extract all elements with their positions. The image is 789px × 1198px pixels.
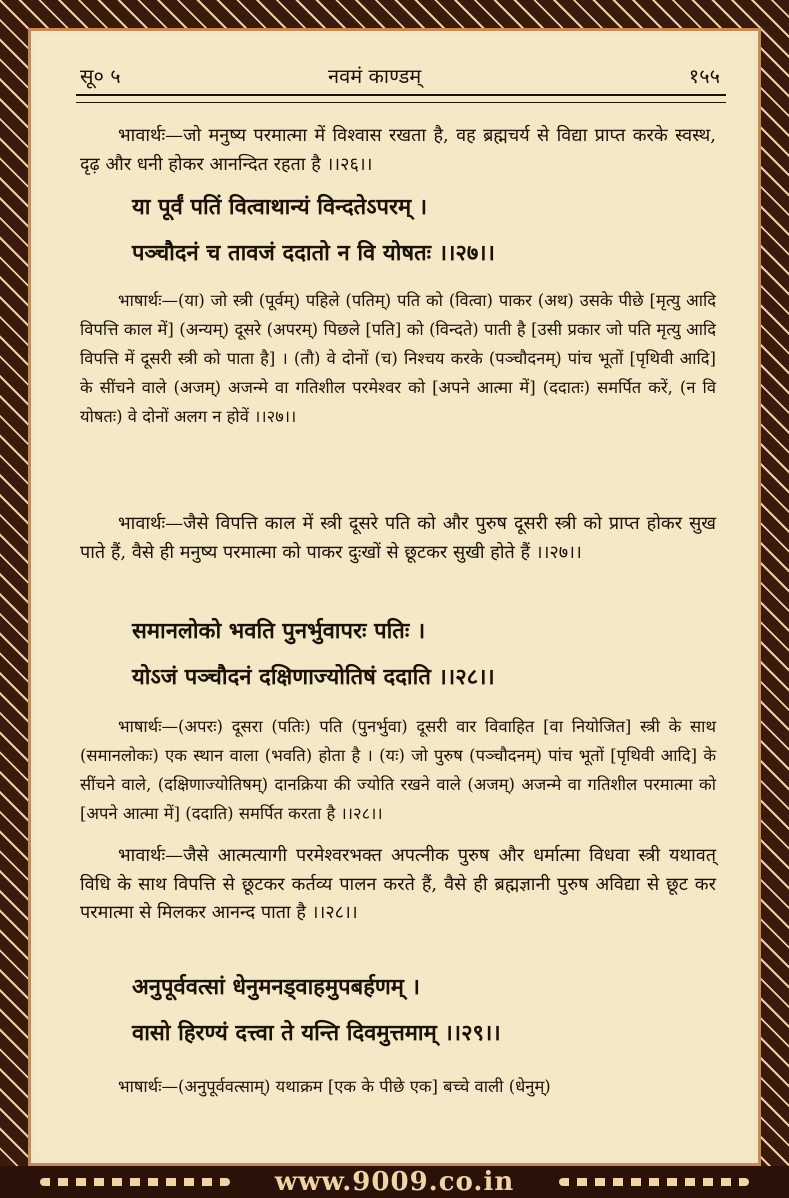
- bhashartha-28: भाषार्थः—(अपरः) दूसरा (पतिः) पति (पुनर्भुवा) दूसरी वार विवाहित [वा नियोजित] स्त्री के साथ (समानलोकः) एक स्थान वाला (भवति) होता है । (यः) जो पुरुष (पञ्चौदनम्) पांच भूतों [पृथिवी आदि] के सींचने वाले, (दक्षिणाज्योतिषम्) दानक्रिया की ज्योति रखने वाले (अजम्) अजन्मे वा गतिशील परमात्मा को [अपने आत्मा में] (ददाति) समर्पित करता है ।।२८।।: [80, 717, 716, 823]
- bhavartha-27: भावार्थः—जैसे विपत्ति काल में स्त्री दूसरे पति को और पुरुष दूसरी स्त्री को प्राप्त होकर सुख पाते हैं, वैसे ही मनुष्य परमात्मा को पाकर दुःखों से छूटकर सुखी होते हैं ।।२७।।: [80, 513, 716, 563]
- book-page: [36, 36, 753, 1158]
- bhashartha-27: भाषार्थः—(या) जो स्त्री (पूर्वम्) पहिले (पतिम्) पति को (वित्वा) पाकर (अथ) उसके पीछे [मृत्यु आदि विपत्ति काल में] (अन्यम्) दूसरे (अपरम्) पिछले [पति] को (विन्दते) पाती है [उसी प्रकार जो पति मृत्यु आदि विपत्ति में दूसरी स्त्री को पाता है] । (तौ) वे दोनों (च) निश्चय करके (पञ्चौदनम्) पांच भूतों [पृथिवी आदि] के सींचने वाले (अजम्) अजन्मे वा गतिशील परमेश्वर को [अपने आत्मा में] (ददातः) समर्पित करें, (न वि योषतः) वे दोनों अलग न होवें ।।२७।।: [80, 291, 716, 426]
- header-rule: [76, 94, 726, 103]
- page-number: १५५: [688, 64, 720, 88]
- mantra-29-line-1: अनुपूर्ववत्सां धेनुमनड्वाहमुपबर्हणम् ।: [132, 974, 420, 1000]
- bhashartha-29: भाषार्थः—(अनुपूर्ववत्साम्) यथाक्रम [एक के पीछे एक] बच्चे वाली (धेनुम्): [118, 1077, 551, 1096]
- mantra-28: [80, 608, 716, 700]
- mantra-27: [80, 184, 716, 276]
- mantra-27-line-2: पञ्चौदनं च तावजं ददातो न वि योषतः ।।२७।।: [132, 240, 495, 266]
- kanda-title: नवमं काण्डम्: [328, 64, 422, 88]
- mantra-27-line-1: या पूर्वं पतिं वित्वाथान्यं विन्दतेऽपरम् ।: [132, 194, 428, 220]
- bhavartha-28: भावार्थः—जैसे आत्मत्यागी परमेश्वरभक्त अपत्नीक पुरुष और धर्मात्मा विधवा स्त्री यथावत् विधि के साथ विपत्ति से छूटकर कर्तव्य पालन करते हैं, वैसे ही ब्रह्मज्ञानी पुरुष अविद्या से छूट कर परमात्मा से मिलकर आनन्द पाता है ।।२८।।: [80, 845, 716, 923]
- mantra-28-line-1: समानलोको भवति पुनर्भुवापरः पतिः ।: [132, 618, 426, 644]
- sukta-number: सू० ५: [80, 64, 121, 88]
- bhavartha-26: भावार्थः—जो मनुष्य परमात्मा में विश्वास रखता है, वह ब्रह्मचर्य से विद्या प्राप्त करके स्वस्थ, दृढ़ और धनी होकर आनन्दित रहता है ।।२६।।: [80, 125, 716, 175]
- mantra-28-line-2: योऽजं पञ्चौदनं दक्षिणाज्योतिषं ददाति ।।२८।।: [132, 664, 495, 690]
- website-watermark: www.9009.co.in: [274, 1167, 515, 1197]
- running-header: [80, 62, 720, 92]
- mantra-29: [80, 964, 716, 1056]
- footer-bar: [0, 1166, 789, 1198]
- mantra-29-line-2: वासो हिरण्यं दत्त्वा ते यन्ति दिवमुत्तमाम् ।।२९।।: [132, 1020, 501, 1046]
